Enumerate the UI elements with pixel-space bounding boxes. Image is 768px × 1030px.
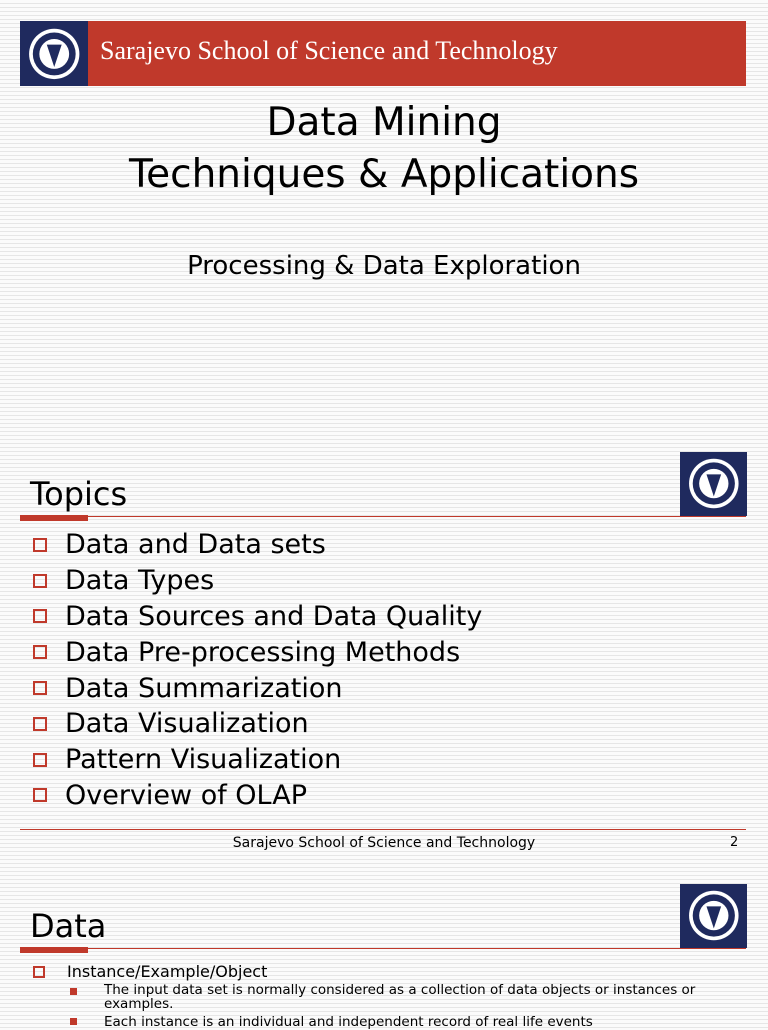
- page-number: 2: [730, 835, 739, 850]
- square-bullet-icon: [33, 788, 47, 802]
- slide-title-line2: Techniques & Applications: [128, 152, 640, 197]
- square-bullet-icon: [33, 753, 47, 767]
- square-bullet-icon: [33, 609, 47, 623]
- heading-divider: [20, 948, 746, 949]
- heading-divider-accent: [20, 515, 88, 521]
- list-item: Pattern Visualization: [33, 742, 482, 778]
- square-bullet-icon: [33, 574, 47, 588]
- school-name: Sarajevo School of Science and Technology: [100, 36, 558, 65]
- list-item: Data Summarization: [33, 670, 482, 706]
- university-seal-icon: [680, 452, 747, 516]
- filled-bullet-icon: [70, 988, 77, 995]
- square-bullet-icon: [33, 717, 47, 731]
- footer-school-name: Sarajevo School of Science and Technology: [232, 835, 536, 851]
- square-bullet-icon: [33, 681, 47, 695]
- list-item: Overview of OLAP: [33, 778, 482, 814]
- footer-divider: [20, 829, 746, 830]
- heading-divider-accent: [20, 947, 88, 953]
- university-seal-icon: [20, 21, 88, 86]
- list-item: Data Sources and Data Quality: [33, 599, 482, 635]
- list-item: Data Types: [33, 563, 482, 599]
- university-seal-icon: [680, 884, 747, 948]
- square-bullet-icon: [33, 538, 47, 552]
- sub-bullet-text: Each instance is an individual and independent record of real life events: [104, 1014, 593, 1030]
- topics-heading: Topics: [30, 475, 128, 513]
- square-bullet-icon: [33, 645, 47, 659]
- sub-bullet-text: The input data set is normally considered as a collection of data objects or instances or examples.: [104, 982, 696, 1012]
- square-bullet-icon: [33, 966, 45, 978]
- topics-list: [33, 527, 482, 813]
- list-item: Instance/Example/Object: [33, 962, 267, 981]
- slide-title-line1: Data Mining: [266, 100, 502, 145]
- list-item: Data Visualization: [33, 706, 482, 742]
- data-heading: Data: [30, 907, 107, 945]
- heading-divider: [20, 516, 746, 517]
- slide-subtitle: Processing & Data Exploration: [187, 251, 581, 281]
- list-item: Data and Data sets: [33, 527, 482, 563]
- list-item: Data Pre-processing Methods: [33, 634, 482, 670]
